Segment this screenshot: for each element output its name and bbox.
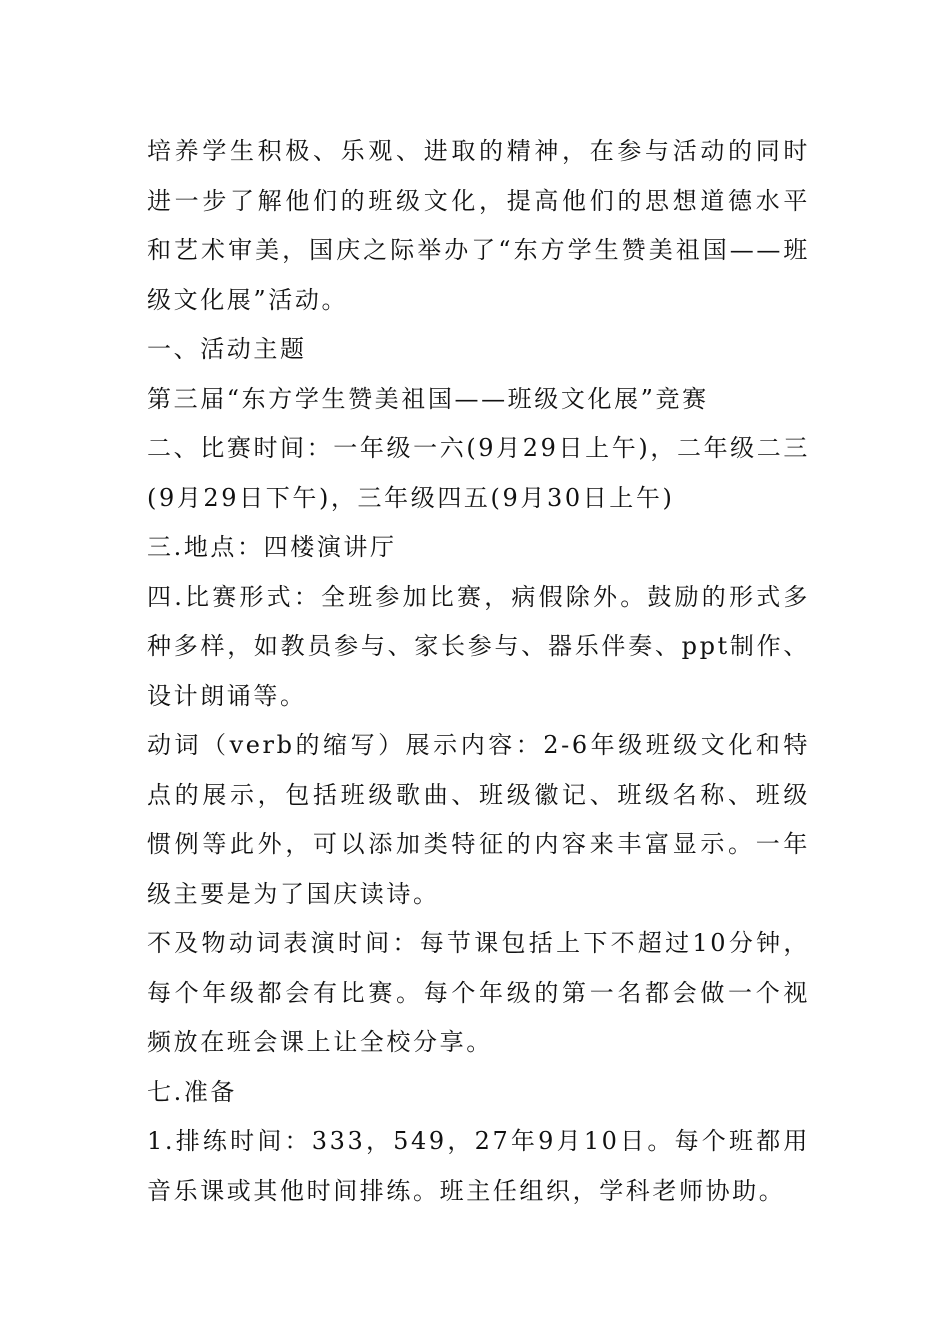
theme-text: 第三届“东方学生赞美祖国——班级文化展”竞赛	[147, 384, 709, 413]
display-content-paragraph: 动词（verb的缩写）展示内容：2-6年级班级文化和特点的展示，包括班级歌曲、班级徽记、班级名称、班级惯例等此外，可以添加类特征的内容来丰富显示。一年级主要是为了国庆读诗。	[147, 731, 810, 908]
location-paragraph: 三.地点：四楼演讲厅	[147, 533, 397, 561]
competition-format-paragraph: 四.比赛形式：全班参加比赛，病假除外。鼓励的形式多种多样，如教员参与、家长参与、器乐伴奏、ppt制作、设计朗诵等。	[147, 582, 810, 710]
competition-time-paragraph: 二、比赛时间：一年级一六(9月29日上午)，二年级二三(9月29日下午)，三年级四五(9月30日上午)	[147, 434, 810, 512]
section-heading-theme: 一、活动主题	[147, 335, 307, 363]
document-body	[147, 127, 810, 1216]
performance-time-paragraph: 不及物动词表演时间：每节课包括上下不超过10分钟，每个年级都会有比赛。每个年级的第一名都会做一个视频放在班会课上让全校分享。	[147, 929, 810, 1056]
intro-paragraph: 培养学生积极、乐观、进取的精神，在参与活动的同时进一步了解他们的班级文化，提高他们的思想道德水平和艺术审美，国庆之际举办了“东方学生赞美祖国——班级文化展”活动。	[147, 137, 810, 314]
rehearsal-time-paragraph: 1.排练时间：333，549，27年9月10日。每个班都用音乐课或其他时间排练。班主任组织，学科老师协助。	[147, 1127, 810, 1205]
section-heading-preparation: 七.准备	[147, 1077, 238, 1106]
